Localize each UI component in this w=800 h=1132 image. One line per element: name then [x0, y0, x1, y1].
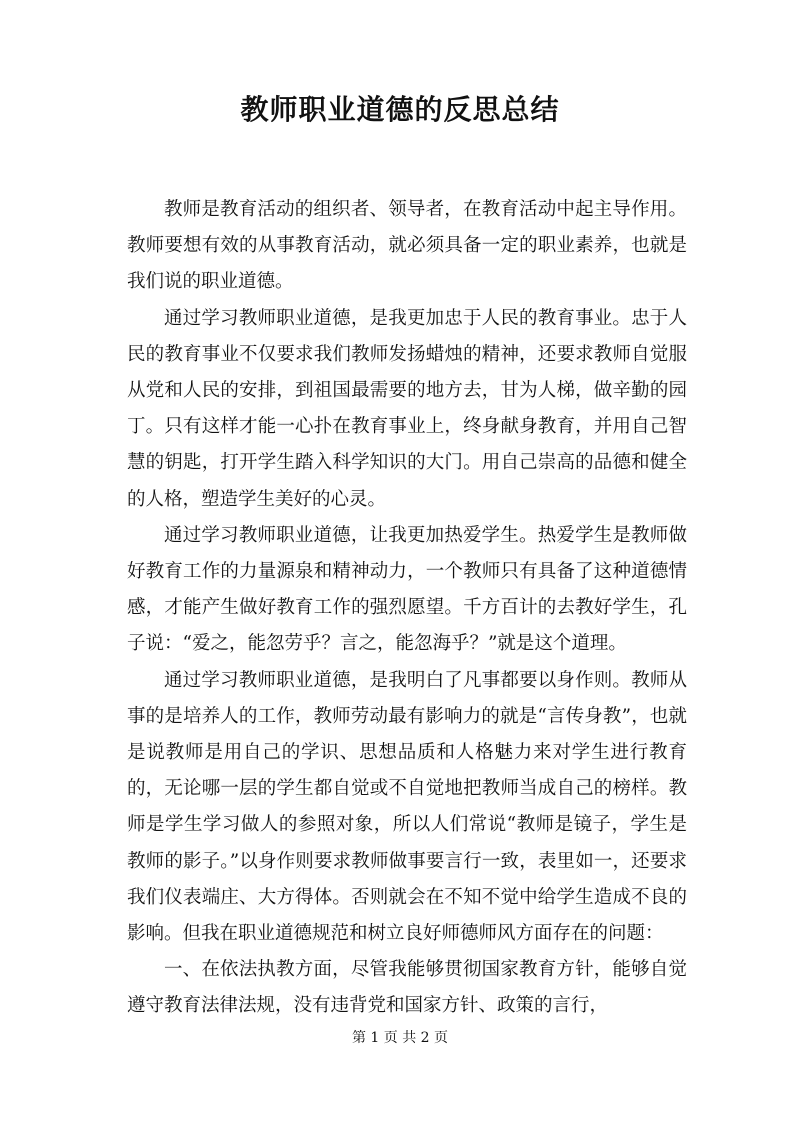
paragraph-3: 通过学习教师职业道德，让我更加热爱学生。热爱学生是教师做好教育工作的力量源泉和精神动力，一个教师只有具备了这种道德情感，才能产生做好教育工作的强烈愿望。千方百计的去教好学生，孔子说：“爱之，能忽劳乎？言之，能忽海乎？”就是这个道理。	[127, 524, 687, 655]
paragraph-4: 通过学习教师职业道德，是我明白了凡事都要以身作则。教师从事的是培养人的工作，教师劳动最有影响力的就是“言传身教”，也就是说教师是用自己的学识、思想品质和人格魅力来对学生进行教育的，无论哪一层的学生都自觉或不自觉地把教师当成自己的榜样。教师是学生学习做人的参照对象，所以人们常说“教师是镜子，学生是教师的影子。”以身作则要求教师做事要言行一致，表里如一，还要求我们仪表端庄、大方得体。否则就会在不知不觉中给学生造成不良的影响。但我在职业道德规范和树立良好师德师风方面存在的问题：	[127, 669, 687, 945]
document-title: 教师职业道德的反思总结	[240, 93, 560, 126]
page-number-footer: 第 1 页 共 2 页	[351, 1030, 449, 1046]
paragraph-2: 通过学习教师职业道德，是我更加忠于人民的教育事业。忠于人民的教育事业不仅要求我们教师发扬蜡烛的精神，还要求教师自觉服从党和人民的安排，到祖国最需要的地方去，甘为人梯，做辛勤的园丁。只有这样才能一心扑在教育事业上，终身献身教育，并用自己智慧的钥匙，打开学生踏入科学知识的大门。用自己崇高的品德和健全的人格，塑造学生美好的心灵。	[127, 307, 687, 510]
paragraph-1: 教师是教育活动的组织者、领导者，在教育活动中起主导作用。教师要想有效的从事教育活动，就必须具备一定的职业素养，也就是我们说的职业道德。	[127, 199, 687, 293]
document-body	[127, 192, 687, 1025]
paragraph-5: 一、在依法执教方面，尽管我能够贯彻国家教育方针，能够自觉遵守教育法律法规，没有违背党和国家方针、政策的言行，	[127, 959, 687, 1017]
